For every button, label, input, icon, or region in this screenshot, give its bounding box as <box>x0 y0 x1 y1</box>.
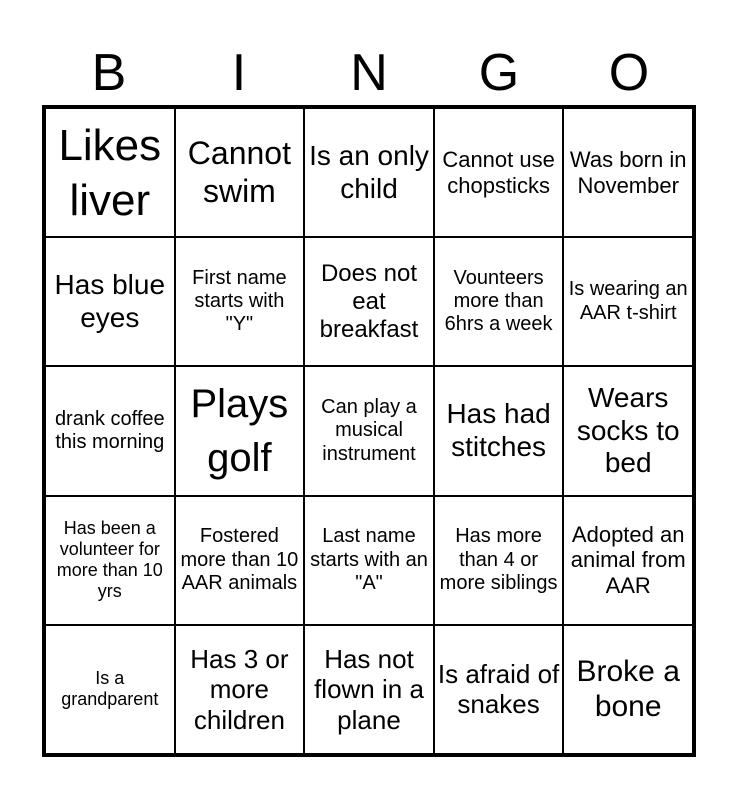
cell-text: Is an only child <box>309 139 429 204</box>
bingo-cell[interactable] <box>304 237 434 366</box>
header-letter-i: I <box>231 44 247 102</box>
cell-text: Has had stitches <box>446 398 551 462</box>
bingo-cell[interactable] <box>175 625 305 754</box>
bingo-cell[interactable] <box>434 625 564 754</box>
bingo-cell[interactable] <box>434 237 564 366</box>
bingo-cell[interactable] <box>175 237 305 366</box>
bingo-cell[interactable] <box>563 237 693 366</box>
cell-text: Is afraid of snakes <box>437 658 560 720</box>
cell-text: Has blue eyes <box>54 269 166 333</box>
bingo-cell[interactable] <box>434 496 564 625</box>
bingo-cell[interactable] <box>304 496 434 625</box>
bingo-cell[interactable] <box>434 366 564 495</box>
cell-text: Was born in November <box>569 146 687 198</box>
cell-text: First name starts with "Y" <box>192 266 287 336</box>
header-letter-n: N <box>350 44 388 102</box>
bingo-cell[interactable] <box>434 108 564 237</box>
bingo-cell[interactable] <box>563 108 693 237</box>
bingo-cell[interactable] <box>45 496 175 625</box>
bingo-cell[interactable] <box>45 108 175 237</box>
cell-text: drank coffee this morning <box>54 407 165 453</box>
bingo-cell[interactable] <box>45 625 175 754</box>
bingo-cell[interactable] <box>563 366 693 495</box>
bingo-cell[interactable] <box>563 625 693 754</box>
cell-text: Cannot swim <box>187 135 291 209</box>
cell-text: Likes liver <box>58 120 162 225</box>
cell-text: Wears socks to bed <box>576 381 680 479</box>
cell-text: Fostered more than 10 AAR animals <box>180 525 299 594</box>
bingo-grid <box>42 105 696 757</box>
bingo-header <box>44 40 694 106</box>
cell-text: Broke a bone <box>576 655 680 724</box>
bingo-cell[interactable] <box>175 496 305 625</box>
cell-text: Does not eat breakfast <box>319 259 419 343</box>
bingo-cell[interactable] <box>304 108 434 237</box>
bingo-cell[interactable] <box>45 366 175 495</box>
bingo-cell[interactable] <box>175 366 305 495</box>
cell-text: Can play a musical instrument <box>321 395 417 465</box>
cell-text: Plays golf <box>190 381 289 480</box>
cell-text: Cannot use chopsticks <box>442 146 555 198</box>
header-letter-g: G <box>478 44 520 102</box>
bingo-cell[interactable] <box>45 237 175 366</box>
header-letter-o: O <box>608 44 650 102</box>
cell-text: Has not flown in a plane <box>314 643 424 735</box>
bingo-cell[interactable] <box>304 625 434 754</box>
cell-text: Has 3 or more children <box>190 643 289 735</box>
cell-text: Is a grandparent <box>61 668 159 710</box>
cell-text: Is wearing an AAR t-shirt <box>568 278 688 324</box>
cell-text: Has been a volunteer for more than 10 yrs <box>56 518 163 602</box>
bingo-cell[interactable] <box>175 108 305 237</box>
cell-text: Last name starts with an "A" <box>310 525 428 594</box>
bingo-cell[interactable] <box>563 496 693 625</box>
bingo-cell[interactable] <box>304 366 434 495</box>
cell-text: Vounteers more than 6hrs a week <box>444 266 553 336</box>
cell-text: Adopted an animal from AAR <box>570 521 686 599</box>
header-letter-b: B <box>91 44 127 102</box>
cell-text: Has more than 4 or more siblings <box>439 525 558 594</box>
